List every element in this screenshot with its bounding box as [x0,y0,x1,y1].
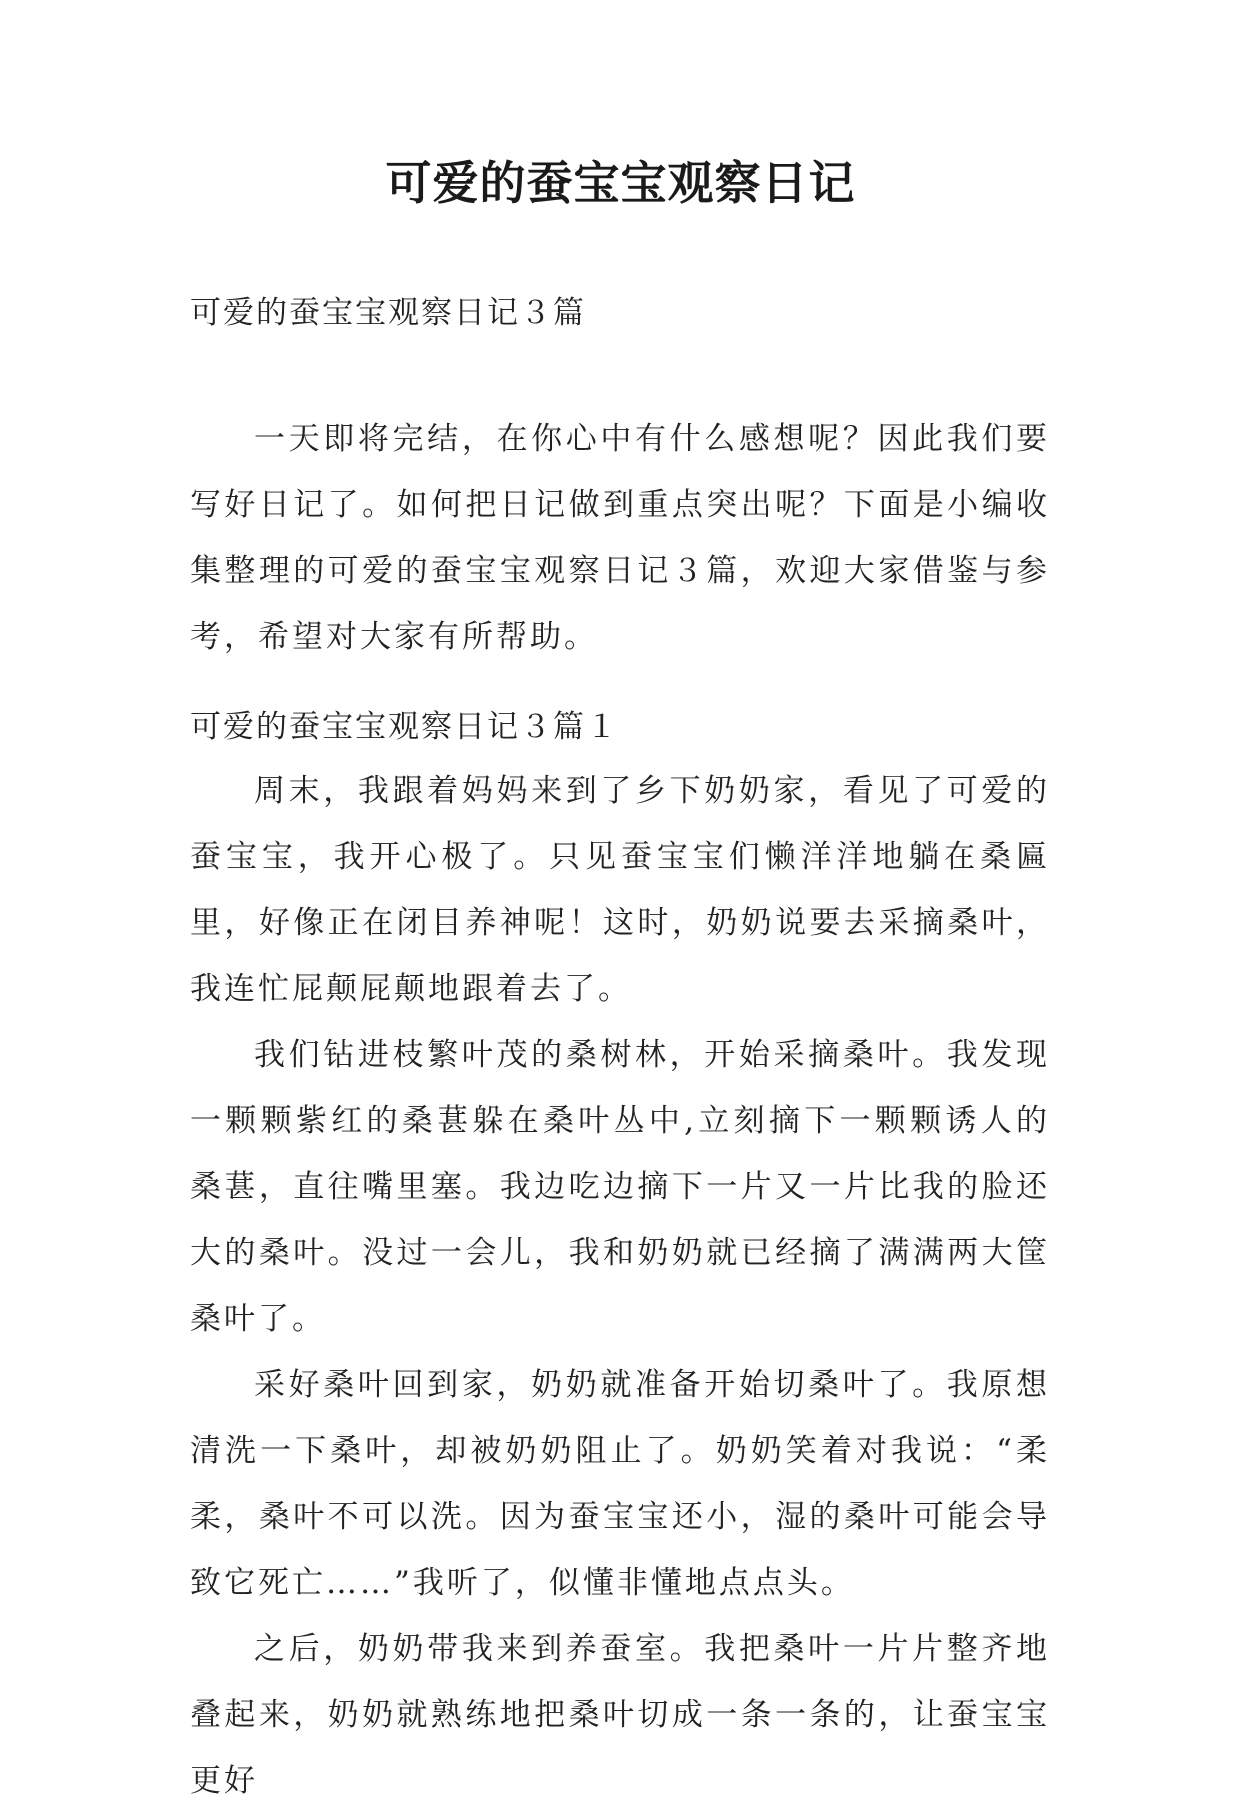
document-title: 可爱的蚕宝宝观察日记 [385,156,856,210]
body-paragraph: 周末，我跟着妈妈来到了乡下奶奶家，看见了可爱的蚕宝宝，我开心极了。只见蚕宝宝们懒洋洋地躺在桑匾里，好像正在闭目养神呢！这时，奶奶说要去采摘桑叶，我连忙屁颠屁颠地跟着去了。 [190,773,1050,1007]
section-heading: 可爱的蚕宝宝观察日记３篇１ [190,709,619,745]
body-text [190,758,1050,1814]
body-paragraph: 之后，奶奶带我来到养蚕室。我把桑叶一片片整齐地叠起来，奶奶就熟练地把桑叶切成一条一条的，让蚕宝宝更好 [190,1631,1050,1799]
body-paragraph: 采好桑叶回到家，奶奶就准备开始切桑叶了。我原想清洗一下桑叶，却被奶奶阻止了。奶奶笑着对我说：“柔柔，桑叶不可以洗。因为蚕宝宝还小，湿的桑叶可能会导致它死亡……”我听了，似懂非懂地点点头。 [190,1367,1050,1601]
body-paragraph: 我们钻进枝繁叶茂的桑树林，开始采摘桑叶。我发现一颗颗紫红的桑葚躲在桑叶丛中,立刻摘下一颗颗诱人的桑葚，直往嘴里塞。我边吃边摘下一片又一片比我的脸还大的桑叶。没过一会儿，我和奶奶就已经摘了满满两大筐桑叶了。 [190,1037,1050,1337]
intro-paragraph: 一天即将完结，在你心中有什么感想呢？因此我们要写好日记了。如何把日记做到重点突出呢？下面是小编收集整理的可爱的蚕宝宝观察日记３篇，欢迎大家借鉴与参考，希望对大家有所帮助。 [190,421,1050,655]
document-subtitle: 可爱的蚕宝宝观察日记３篇 [190,295,586,331]
